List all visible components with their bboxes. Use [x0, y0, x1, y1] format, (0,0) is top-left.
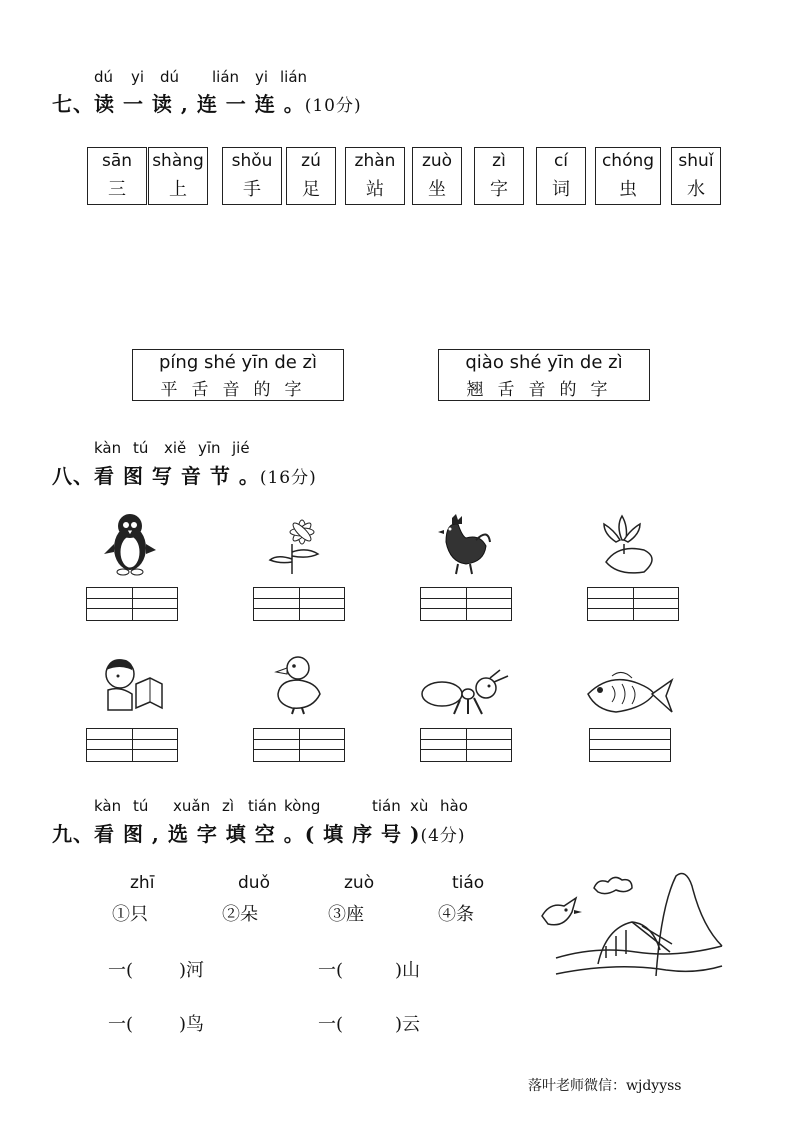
- card-character: 站: [366, 179, 384, 200]
- card-pinyin: zhàn: [354, 151, 396, 171]
- section9-title: [52, 818, 466, 847]
- pinyin-kong: kòng: [284, 797, 321, 815]
- character-card[interactable]: [474, 147, 524, 205]
- option-pinyin: tiáo: [452, 873, 485, 893]
- pinyin-xuan: xuǎn: [173, 797, 211, 815]
- card-pinyin: shàng: [152, 151, 204, 171]
- card-character: 坐: [428, 179, 446, 200]
- option-pinyin: zuò: [344, 873, 375, 893]
- category-pinyin: qiào shé yīn de zì: [465, 352, 623, 373]
- card-character: 三: [108, 179, 126, 200]
- category-label: 翘舌音的字: [466, 380, 622, 400]
- card-pinyin: cí: [553, 151, 569, 171]
- card-character: 水: [687, 179, 705, 200]
- penguin-icon: [102, 510, 158, 576]
- card-pinyin: shǒu: [231, 151, 273, 171]
- card-character: 足: [302, 179, 320, 200]
- pinyin-du: dú: [94, 68, 114, 86]
- pinyin-grid[interactable]: [420, 587, 512, 621]
- character-card[interactable]: [536, 147, 586, 205]
- card-character: 虫: [619, 179, 637, 200]
- option-2: ②朵: [222, 904, 258, 925]
- section7-title-text: 七、读 一 读 , 连 一 连 。: [52, 92, 305, 116]
- card-character: 上: [169, 179, 187, 200]
- pinyin-kan: kàn: [94, 439, 122, 457]
- category-label: 平舌音的字: [160, 380, 316, 400]
- blank-pre: 一(: [108, 1014, 134, 1035]
- section8-score: (16分): [259, 468, 317, 488]
- pinyin-zi: zì: [222, 797, 235, 815]
- pinyin-grid[interactable]: [253, 587, 345, 621]
- pinyin-xu: xù: [410, 797, 429, 815]
- fish-icon: [582, 668, 674, 718]
- blank-mountain[interactable]: [318, 956, 420, 982]
- pinyin-yi2: yi: [255, 68, 269, 86]
- pinyin-grid[interactable]: [86, 587, 178, 621]
- pinyin-tian: tián: [248, 797, 277, 815]
- pinyin-grid[interactable]: [86, 728, 178, 762]
- card-pinyin: zú: [301, 151, 321, 171]
- landscape-illustration: [536, 866, 726, 986]
- section7-score: (10分): [304, 96, 362, 116]
- blank-cloud[interactable]: [318, 1010, 420, 1036]
- option-3: ③座: [328, 904, 364, 925]
- section7-title: [52, 88, 362, 117]
- character-card[interactable]: [412, 147, 462, 205]
- pinyin-tian2: tián: [372, 797, 401, 815]
- pinyin-kan: kàn: [94, 797, 122, 815]
- pinyin-jie: jié: [232, 439, 250, 457]
- blank-post: )鸟: [179, 1014, 205, 1035]
- category-flat-tongue[interactable]: [132, 349, 344, 401]
- character-card[interactable]: [87, 147, 147, 205]
- section9-title-text: 九、看 图 , 选 字 填 空 。( 填 序 号 ): [52, 822, 421, 846]
- card-character: 字: [490, 179, 508, 200]
- pinyin-tu: tú: [133, 439, 149, 457]
- section9-score: (4分): [420, 826, 466, 846]
- blank-pre: 一(: [108, 960, 134, 981]
- blank-post: )河: [179, 960, 205, 981]
- pinyin-lian2: lián: [280, 68, 308, 86]
- card-character: 手: [243, 179, 261, 200]
- blank-post: )山: [395, 960, 421, 981]
- pinyin-lian: lián: [212, 68, 240, 86]
- footer-text: 落叶老师微信：wjdyyss: [528, 1078, 682, 1094]
- pinyin-du2: dú: [160, 68, 180, 86]
- pinyin-tu: tú: [133, 797, 149, 815]
- option-pinyin: zhī: [130, 873, 155, 893]
- card-pinyin: chóng: [601, 151, 655, 171]
- option-1: ①只: [112, 904, 148, 925]
- card-pinyin: zì: [492, 151, 506, 171]
- blank-pre: 一(: [318, 960, 344, 981]
- blank-post: )云: [395, 1014, 421, 1035]
- card-pinyin: sān: [101, 151, 133, 171]
- blank-bird[interactable]: [108, 1010, 204, 1036]
- duckling-icon: [268, 654, 324, 716]
- option-pinyin: duǒ: [238, 873, 270, 893]
- blank-river[interactable]: [108, 956, 204, 982]
- card-pinyin: shuǐ: [678, 151, 714, 171]
- character-card[interactable]: [286, 147, 336, 205]
- chrysanthemum-icon: [262, 514, 328, 576]
- ant-icon: [420, 668, 512, 716]
- character-card[interactable]: [671, 147, 721, 205]
- pinyin-grid[interactable]: [420, 728, 512, 762]
- pinyin-yi: yi: [131, 68, 145, 86]
- character-card[interactable]: [595, 147, 661, 205]
- option-4: ④条: [438, 904, 474, 925]
- character-card[interactable]: [148, 147, 208, 205]
- blank-pre: 一(: [318, 1014, 344, 1035]
- character-card[interactable]: [222, 147, 282, 205]
- rooster-icon: [436, 512, 492, 576]
- card-character: 词: [552, 179, 570, 200]
- pinyin-grid[interactable]: [253, 728, 345, 762]
- pinyin-grid[interactable]: [587, 587, 679, 621]
- section8-title: [52, 460, 317, 489]
- pinyin-xie: xiě: [164, 439, 187, 457]
- pinyin-yin: yīn: [198, 439, 221, 457]
- pinyin-hao: hào: [440, 797, 468, 815]
- character-card[interactable]: [345, 147, 405, 205]
- section8-title-text: 八、看 图 写 音 节 。: [52, 464, 260, 488]
- lotus-icon: [598, 514, 664, 578]
- category-retroflex[interactable]: [438, 349, 650, 401]
- card-pinyin: zuò: [421, 151, 453, 171]
- category-pinyin: píng shé yīn de zì: [158, 352, 318, 373]
- boy-reading-icon: [98, 654, 166, 714]
- pinyin-grid[interactable]: [589, 728, 671, 762]
